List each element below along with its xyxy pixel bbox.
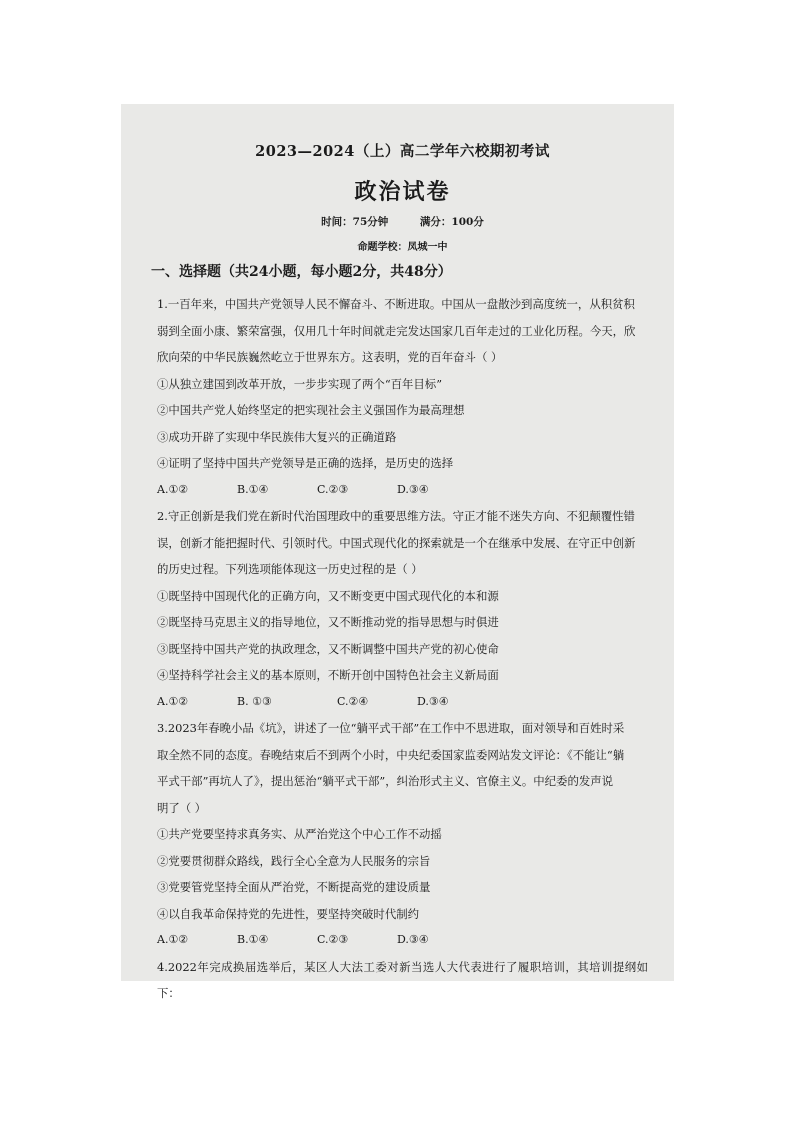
answer-choices	[157, 689, 648, 716]
exam-score: 满分：100分	[419, 216, 484, 228]
exam-header-title: 2023—2024（上）高二学年六校期初考试	[255, 143, 550, 160]
question-stem-line: 平式干部”再坑人了》，提出惩治“躺平式干部”，纠治形式主义、官僚主义。中纪委的发声说	[157, 774, 614, 788]
choice-c: C.②③	[317, 482, 349, 496]
question-1	[157, 291, 648, 503]
question-option: ④坚持科学社会主义的基本原则，不断开创中国特色社会主义新局面	[157, 668, 499, 682]
question-option: ②既坚持马克思主义的指导地位，又不断推动党的指导思想与时俱进	[157, 615, 499, 629]
question-option: ②中国共产党人始终坚定的把实现社会主义强国作为最高理想	[157, 403, 465, 417]
question-stem-line: 误，创新才能把握时代、引领时代。中国式现代化的探索就是一个在继承中发展、在守正中创新	[157, 535, 636, 550]
question-option: ③成功开辟了实现中华民族伟大复兴的正确道路	[157, 429, 397, 444]
answer-choices	[157, 927, 648, 954]
question-option: ④证明了坚持中国共产党领导是正确的选择，是历史的选择	[157, 456, 454, 470]
choice-a: A.①②	[157, 694, 189, 708]
choice-a: A.①②	[157, 933, 189, 946]
choice-c: C.②④	[337, 694, 369, 708]
choice-b: B.①④	[237, 482, 269, 496]
question-stem-line: 的历史过程。下列选项能体现这一历史过程的是（ ）	[157, 562, 423, 576]
choice-b: B.①④	[237, 933, 269, 946]
question-option: ①从独立建国到改革开放，一步步实现了两个“百年目标”	[157, 376, 443, 391]
exam-meta	[157, 214, 648, 229]
question-option: ①既坚持中国现代化的正确方向，又不断变更中国式现代化的本和源	[157, 588, 499, 603]
choice-d: D.③④	[397, 933, 429, 946]
question-option: ①共产党要坚持求真务实、从严治党这个中心工作不动摇	[157, 827, 442, 841]
question-option: ②党要贯彻群众路线，践行全心全意为人民服务的宗旨	[157, 853, 431, 868]
question-stem-line: 明了（ ）	[157, 800, 207, 815]
answer-choices	[157, 477, 648, 504]
choice-a: A.①②	[157, 482, 189, 496]
question-option: ④以自我革命保持党的先进性，要坚持突破时代制约	[157, 906, 419, 921]
question-3	[157, 715, 648, 954]
question-4-stem: 4.2022年完成换届选举后，某区人大法工委对新当选人大代表进行了履职培训，其培训提纲如下：	[157, 959, 648, 1000]
exam-time: 时间：75分钟	[321, 216, 389, 228]
question-2	[157, 503, 648, 715]
choice-d: D.③④	[397, 482, 429, 496]
question-stem-line: 欣向荣的中华民族巍然屹立于世界东方。这表明，党的百年奋斗（ ）	[157, 350, 503, 364]
question-stem-line: 2.守正创新是我们党在新时代治国理政中的重要思维方法。守正才能不迷失方向、不犯颠覆性错	[157, 509, 635, 523]
question-stem-line: 3.2023年春晚小品《坑》，讲述了一位“躺平式干部”在工作中不思进取，面对领导和百姓时采	[157, 721, 625, 735]
exam-paper	[121, 104, 674, 1000]
exam-subject-title: 政治试卷	[354, 179, 451, 205]
exam-school: 命题学校：凤城一中	[357, 242, 448, 253]
section-title: 一、选择题（共24小题，每小题2分，共48分）	[151, 264, 452, 280]
question-stem-line: 弱到全面小康、繁荣富强，仅用几十年时间就走完发达国家几百年走过的工业化历程。今天，欣	[157, 323, 636, 338]
choice-d: D.③④	[417, 694, 449, 708]
question-option: ③既坚持中国共产党的执政理念，又不断调整中国共产党的初心使命	[157, 641, 499, 656]
question-stem-line: 1.一百年来，中国共产党领导人民不懈奋斗、不断进取。中国从一盘散沙到高度统一，从积贫积	[157, 297, 635, 311]
choice-c: C.②③	[317, 933, 349, 946]
question-option: ③党要管党坚持全面从严治党，不断提高党的建设质量	[157, 880, 431, 894]
question-stem-line: 取全然不同的态度。春晚结束后不到两个小时，中央纪委国家监委网站发文评论：《不能让“躺	[157, 747, 625, 762]
choice-b: B. ①③	[237, 694, 272, 708]
